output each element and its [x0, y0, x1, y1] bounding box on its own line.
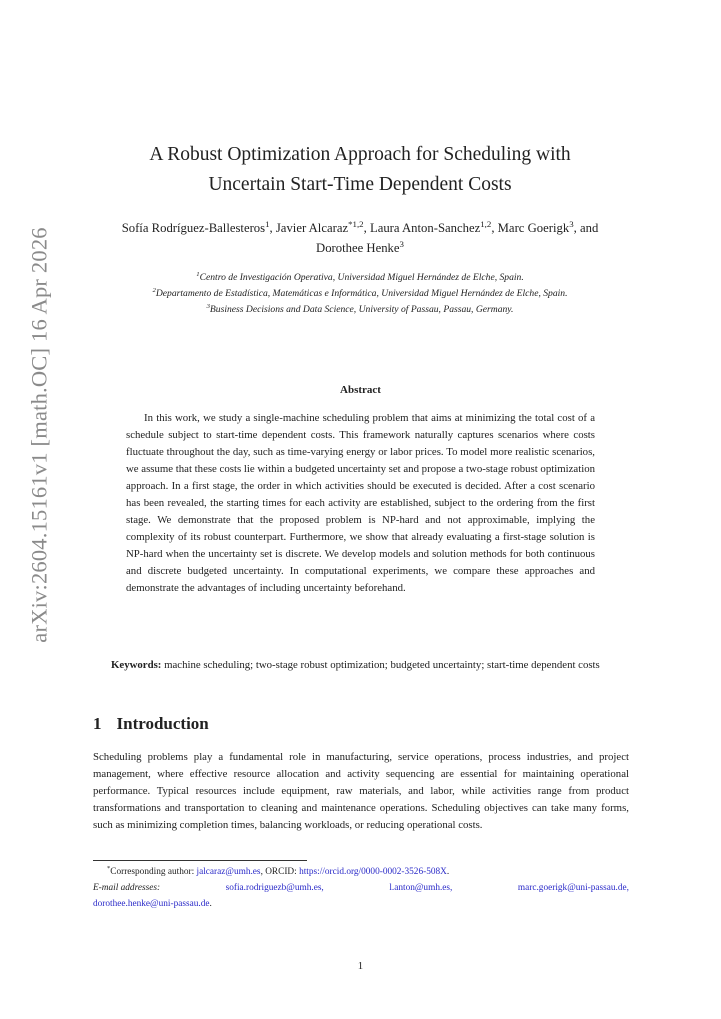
corresponding-author-footnote: [93, 864, 629, 880]
email-link[interactable]: marc.goerigk@uni-passau.de,: [517, 883, 629, 893]
author-name: Marc Goerigk: [497, 221, 570, 235]
affiliation-item: [80, 302, 640, 318]
abstract-heading: Abstract: [340, 384, 381, 396]
email-link[interactable]: sofia.rodriguezb@umh.es,: [225, 883, 324, 893]
arxiv-sidebar-stamp: [20, 140, 60, 730]
footnote-marker: *: [107, 864, 111, 872]
page-number: 1: [357, 960, 364, 972]
email-addresses-line: [93, 880, 629, 896]
section-number: 1: [93, 714, 102, 733]
email-addresses-label: E-mail addresses:: [93, 883, 161, 893]
author-affil-sup: 3: [399, 238, 404, 249]
author-affil-sup: 1: [265, 218, 270, 229]
email-link[interactable]: dorothee.henke@uni-passau.de: [93, 899, 210, 909]
arxiv-identifier: arXiv:2604.15161v1 [math.OC] 16 Apr 2026: [27, 227, 52, 643]
author-name: Javier Alcaraz: [275, 221, 349, 235]
author-affil-sup: *1,2: [348, 218, 364, 229]
affiliations: [80, 270, 640, 318]
author-name: Dorothee Henke: [316, 241, 400, 255]
author-name: Sofía Rodríguez-Ballesteros: [121, 221, 266, 235]
corresponding-label: Corresponding author:: [110, 867, 195, 877]
affiliation-sup: 2: [152, 286, 156, 294]
title-line-1: A Robust Optimization Approach for Scheduling with: [149, 144, 571, 165]
orcid-label: , ORCID:: [260, 867, 297, 877]
footnote-period: .: [446, 867, 450, 877]
author-affil-sup: 3: [569, 218, 574, 229]
author-name: Laura Anton-Sanchez: [369, 221, 481, 235]
affiliation-sup: 1: [196, 270, 200, 278]
orcid-link[interactable]: https://orcid.org/0000-0002-3526-508X: [299, 867, 447, 877]
author-conjunction: and: [579, 221, 599, 235]
affiliation-sup: 3: [206, 302, 210, 310]
keywords-label: Keywords:: [111, 659, 162, 671]
abstract-text: In this work, we study a single-machine scheduling problem that aims at minimizing the total cost of a schedule subject to start-time dependent costs. This framework naturally captures scenarios where costs fluctuate throughout the day, such as time-varying energy or labor prices. To model more realistic scenarios, we assume that these costs lie within a budgeted uncertainty set and propose a two-stage robust optimization approach. In a first stage, the order in which activities should be executed is decided. After a cost scenario has been revealed, the starting times for each activity are established, subject to the ordering from the first stage. We demonstrate that the proposed problem is NP-hard and not approximable, implying the complexity of its robust counterpart. Furthermore, we show that already evaluating a first-stage solution is NP-hard when the uncertainty set is discrete. We develop models and solution methods for both continuous and discrete budgeted uncertainty. In computational experiments, we compare these approaches and demonstrate the advantages of including uncertainty beforehand.: [126, 412, 595, 595]
keywords: [93, 657, 629, 674]
section-title: Introduction: [116, 714, 209, 733]
section-heading: [93, 714, 209, 734]
keywords-text: machine scheduling; two-stage robust optimization; budgeted uncertainty; start-time dependent costs: [164, 659, 600, 671]
footnote-end: .: [209, 899, 212, 909]
email-link[interactable]: l.anton@umh.es,: [389, 883, 453, 893]
affiliation-item: [80, 286, 640, 302]
intro-paragraph: Scheduling problems play a fundamental role in manufacturing, service operations, process industries, and project management, where effective resource allocation and activity sequencing are essential for maintaining operational performance. Typical resources include equipment, raw materials, and labor, while activities range from product transformations and transportation to cleaning and maintenance operations. Scheduling objectives can take many forms, such as minimizing completion times, balancing workloads, or reducing operational costs.: [93, 751, 629, 832]
email-addresses-line-2: [93, 896, 629, 912]
author-list: Sofía Rodríguez-Ballesteros$^1$, Javier Alcaraz$^{*1,2}$, Laura Anton-Sanchez$^{1,2}$, Marc Goerigk$^3$, and Dorothee Henke$^3$: [121, 218, 599, 255]
affiliation-item: [80, 270, 640, 286]
paper-title: [110, 140, 610, 200]
footnotes: [93, 864, 629, 912]
title-line-2: Uncertain Start-Time Dependent Costs: [208, 174, 512, 195]
affiliation-text: Departamento de Estadística, Matemáticas e Informática, Universidad Miguel Hernández de Elche, Spain.: [155, 288, 568, 299]
affiliation-text: Business Decisions and Data Science, University of Passau, Passau, Germany.: [209, 304, 514, 315]
affiliation-text: Centro de Investigación Operativa, Universidad Miguel Hernández de Elche, Spain.: [199, 272, 524, 283]
author-affil-sup: 1,2: [480, 218, 492, 229]
corresponding-email-link[interactable]: jalcaraz@umh.es: [196, 867, 261, 877]
footnote-rule: [93, 860, 307, 861]
